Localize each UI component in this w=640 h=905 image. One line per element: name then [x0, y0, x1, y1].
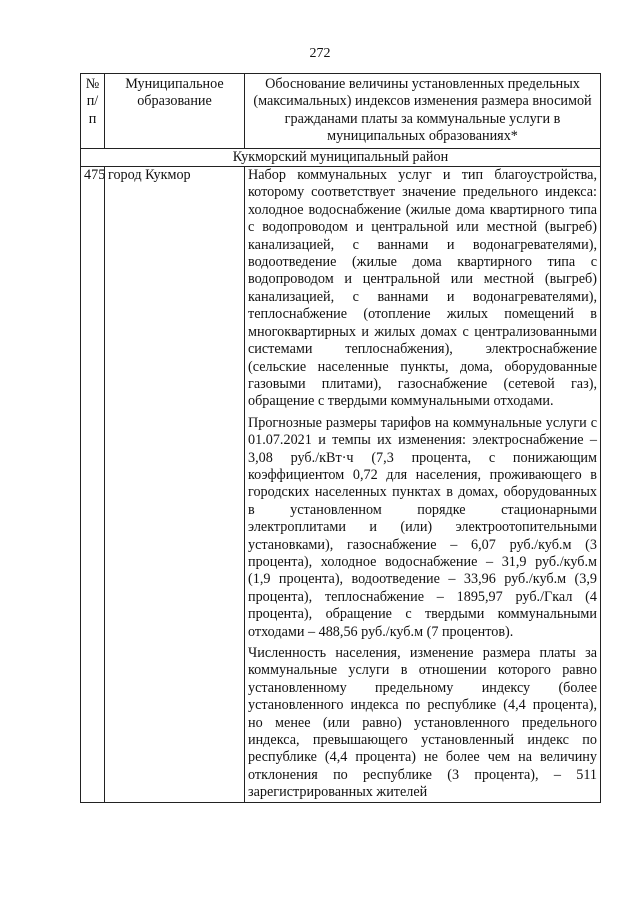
- header-municipality: Муниципальное образование: [105, 74, 245, 149]
- district-name: Кукморский муниципальный район: [81, 148, 601, 166]
- paragraph-population: Численность населения, изменение размера платы за коммунальные услуги в отношении которого равно установленному предельному индексу (более установленного индекса по республике (4,4 процента), но менее (или равно) установленного предельного индекса, превышающего установленный индекс по республике (4,4 процента) не более чем на величину отклонения по республике (3 процента), – 511 зарегистрированных жителей: [248, 645, 597, 801]
- row-number: 475: [81, 167, 105, 803]
- tariff-table: [80, 73, 601, 803]
- justification-cell: [245, 167, 601, 803]
- district-row: [81, 148, 601, 166]
- municipality-name: город Кукмор: [105, 167, 245, 803]
- paragraph-tariffs: Прогнозные размеры тарифов на коммунальные услуги с 01.07.2021 и темпы их изменения: электроснабжение – 3,08 руб./кВт·ч (7,3 процента, с понижающим коэффициентом 0,72 для населения, проживающего в городских населенных пунктах в домах, оборудованных в установленном порядке стационарными электроплитами и (или) электроотопительными установками), газоснабжение – 6,07 руб./куб.м (3 процента), холодное водоснабжение – 31,9 руб./куб.м (1,9 процента), водоотведение – 33,96 руб./куб.м (3,9 процента), теплоснабжение – 1895,97 руб./Гкал (4 процента), обращение с твердыми коммунальными отходами – 488,56 руб./куб.м (7 процентов).: [248, 414, 597, 640]
- header-num: № п/п: [81, 74, 105, 149]
- page-number: 272: [309, 46, 331, 61]
- header-justification: Обоснование величины установленных предельных (максимальных) индексов изменения размера вносимой гражданами платы за коммунальные услуги в муниципальных образованиях*: [245, 74, 601, 149]
- table-row: [81, 167, 601, 803]
- paragraph-services: Набор коммунальных услуг и тип благоустройства, которому соответствует значение предельного индекса: холодное водоснабжение (жилые дома квартирного типа с водопроводом и центральной или местной (выгреб) канализацией, с ваннами и водонагревателями), водоотведение (жилые дома квартирного типа с водопроводом и центральной или местной (выгреб) канализацией, с ваннами и водонагревателями), теплоснабжение (отопление жилых помещений в многоквартирных и жилых домах с централизованными системами теплоснабжения), электроснабжение (сельские населенные пункты, дома, оборудованные газовыми плитами), газоснабжение (сетевой газ), обращение с твердыми коммунальными отходами.: [248, 167, 597, 410]
- table-header-row: [81, 74, 601, 149]
